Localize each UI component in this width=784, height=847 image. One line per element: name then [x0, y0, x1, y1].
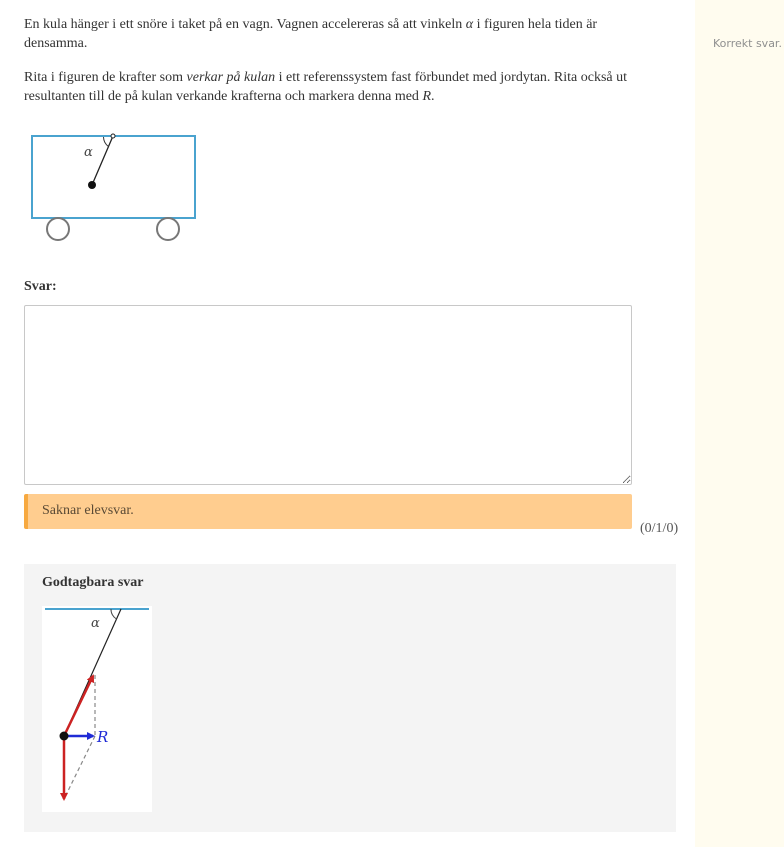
string-anchor: [111, 134, 115, 138]
cart-wheel-left: [47, 218, 69, 240]
acceptable-answers-title: Godtagbara svar: [42, 575, 144, 590]
question-text: .: [431, 89, 435, 104]
alpha-symbol: α: [465, 17, 474, 32]
missing-answer-alert: [24, 494, 632, 529]
resultant-label: R: [97, 728, 109, 746]
correct-answer-label: Korrekt svar.: [713, 37, 782, 50]
answer-label: Svar:: [24, 279, 57, 294]
pendulum-ball: [60, 732, 69, 741]
question-paragraph-1: [24, 15, 636, 53]
helper-diagonal-dashed: [64, 736, 95, 799]
angle-arc: [104, 137, 109, 147]
force-diagram: [42, 606, 152, 812]
resultant-symbol: R: [422, 89, 431, 104]
angle-arc: [111, 609, 117, 619]
question-paragraph-2: [24, 68, 636, 106]
pendulum-ball: [88, 181, 96, 189]
acceptable-answers-panel: [24, 564, 676, 832]
question-text: Rita i figuren de krafter som: [24, 70, 187, 85]
cart-wheel-right: [157, 218, 179, 240]
cart-figure: [24, 128, 204, 246]
alpha-label: α: [91, 616, 100, 631]
cart-body: [32, 136, 195, 218]
alpha-label: α: [84, 145, 93, 160]
question-text: En kula hänger i ett snöre i taket på en vagn. Vagnen accelereras så att vinkeln: [24, 17, 466, 32]
answer-input[interactable]: [24, 305, 632, 485]
tension-force-arrow: [64, 676, 93, 736]
sidebar: [695, 0, 784, 847]
question-text: i ett referenssystem fast förbundet med jordytan. Rita också ut resultanten till de på kulan verkande krafterna och markera denna med: [24, 70, 628, 104]
alert-text: Saknar elevsvar.: [42, 503, 134, 518]
question-emphasis: verkar på kulan: [186, 70, 276, 85]
score-display: (0/1/0): [640, 521, 679, 536]
question-text: i figuren hela tiden är densamma.: [24, 17, 598, 51]
pendulum-string: [92, 136, 113, 185]
acceptable-answer-figure: [42, 606, 152, 812]
